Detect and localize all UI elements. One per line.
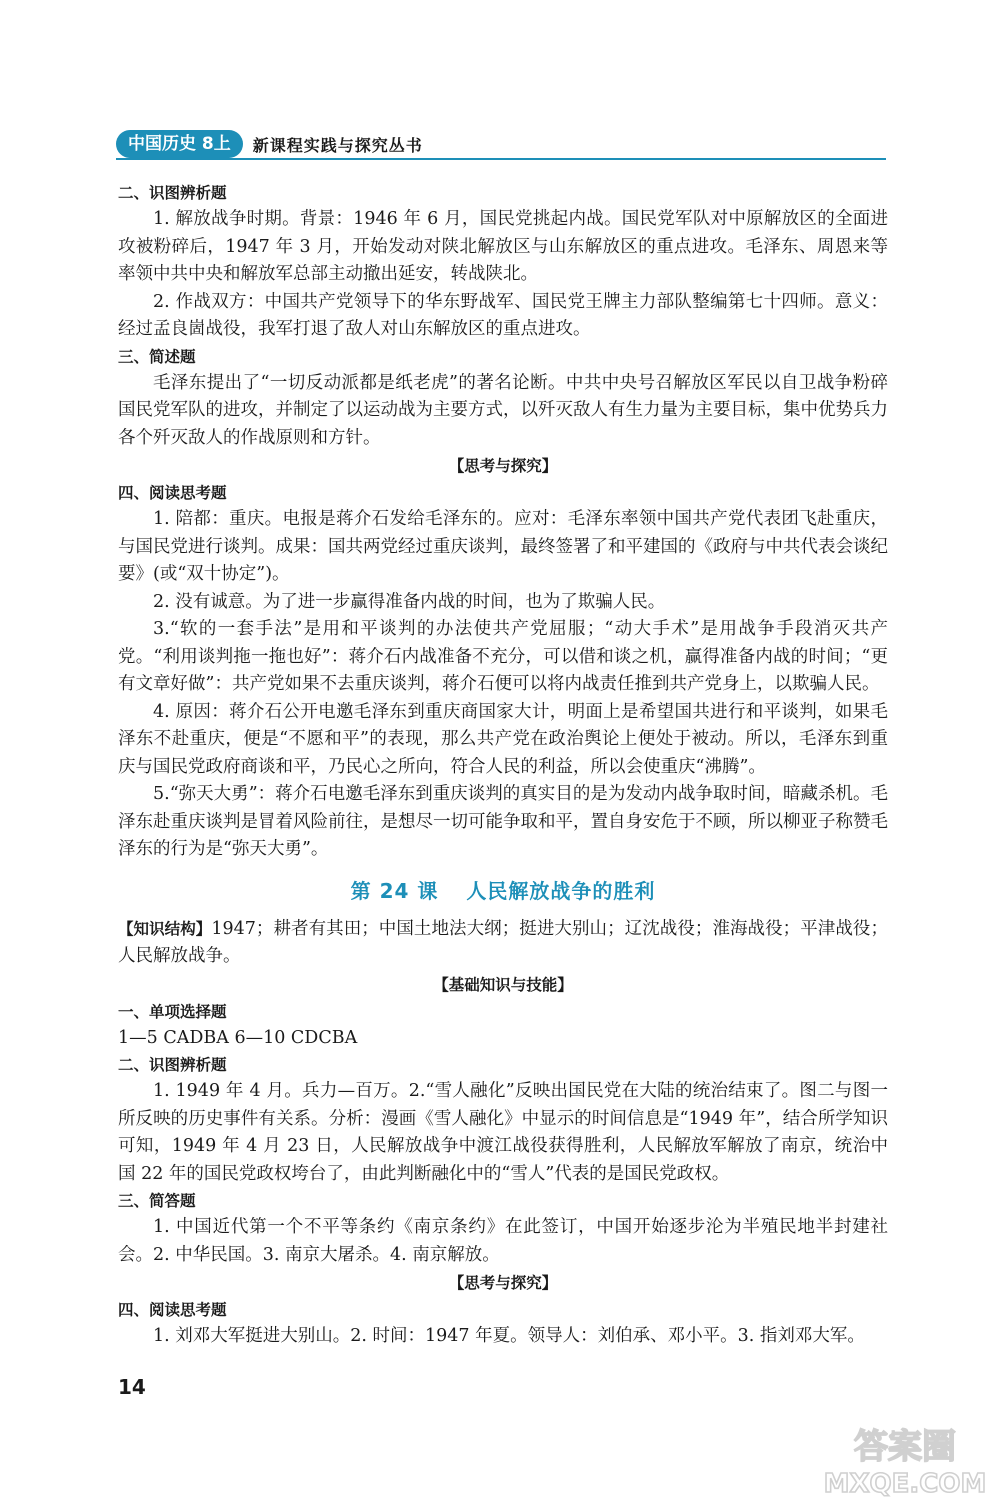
- section-heading: 一、单项选择题: [118, 1002, 227, 1021]
- answer-line: 1—5 CADBA 6—10 CDCBA: [118, 1027, 358, 1048]
- knowledge-structure: [118, 916, 888, 971]
- lesson-number: 第 24 课: [350, 878, 439, 903]
- knowledge-structure-text: 1947；耕者有其田；中国土地法大纲；挺进大别山；辽沈战役；淮海战役；平津战役；人民解放战争。: [118, 918, 888, 966]
- answers-section-lesson-24: [118, 916, 888, 1351]
- answer-paragraph: 1. 1949 年 4 月。兵力—百万。2.“雪人融化”反映出国民党在大陆的统治结束了。图二与图一所反映的历史事件有关系。分析：漫画《雪人融化》中显示的时间信息是“1949 年”，结合所学知识可知，1949 年 4 月 23 日，人民解放战争中渡江战役获得胜利，人民解放军解放了南京，统治中国 22 年的国民党政权垮台了，由此判断融化中的“雪人”代表的是国民党政权。: [118, 1081, 888, 1184]
- book-title-badge: 中国历史 8上: [116, 130, 243, 158]
- subsection-title: 【思考与探究】: [448, 457, 558, 475]
- page-header: [116, 130, 423, 158]
- watermark-line1: 答案圈: [854, 1427, 956, 1467]
- answer-paragraph: 4. 原因：蒋介石公开电邀毛泽东到重庆商国家大计，明面上是希望国共进行和平谈判，如果毛泽东不赴重庆，便是“不愿和平”的表现，那么共产党在政治舆论上便处于被动。所以，毛泽东到重庆与国民党政府商谈和平，乃民心之所向，符合人民的利益，所以会使重庆“沸腾”。: [118, 701, 888, 777]
- page-number: 14: [118, 1375, 146, 1399]
- section-heading: 二、识图辨析题: [118, 1056, 227, 1074]
- watermark-line2: MXQE.COM: [823, 1469, 987, 1499]
- answer-paragraph: 2. 作战双方：中国共产党领导下的华东野战军、国民党王牌主力部队整编第七十四师。意义：经过孟良崮战役，我军打退了敌人对山东解放区的重点进攻。: [118, 291, 888, 339]
- section-heading: 四、阅读思考题: [118, 1301, 227, 1319]
- section-heading: 二、识图辨析题: [118, 184, 227, 202]
- answer-paragraph: 2. 没有诚意。为了进一步赢得准备内战的时间，也为了欺骗人民。: [153, 591, 666, 612]
- answer-paragraph: 1. 刘邓大军挺进大别山。2. 时间：1947 年夏。领导人：刘伯承、邓小平。3. 指刘邓大军。: [153, 1326, 865, 1346]
- answer-paragraph: 3.“软的一套手法”是用和平谈判的办法使共产党屈服；“动大手术”是用战争手段消灭共产党。“利用谈判拖一拖也好”：蒋介石内战准备不充分，可以借和谈之机，赢得准备内战的时间；“更有文章好做”：共产党如果不去重庆谈判，蒋介石便可以将内战责任推到共产党身上，以欺骗人民。: [118, 619, 888, 694]
- section-heading: 四、阅读思考题: [118, 484, 227, 502]
- knowledge-structure-label: 【知识结构】: [118, 919, 212, 938]
- section-heading: 三、简述题: [118, 347, 196, 366]
- subsection-title: 【基础知识与技能】: [433, 975, 573, 994]
- answer-paragraph: 1. 解放战争时期。背景：1946 年 6 月，国民党挑起内战。国民党军队对中原解放区的全面进攻被粉碎后，1947 年 3 月，开始发动对陕北解放区与山东解放区的重点进攻。毛泽东、周恩来等率领中共中央和解放军总部主动撤出延安，转战陕北。: [118, 209, 888, 284]
- watermark-logo: [823, 1420, 987, 1500]
- section-heading: 三、简答题: [118, 1192, 196, 1210]
- series-title: 新课程实践与探究丛书: [252, 135, 423, 155]
- lesson-title: [118, 876, 888, 906]
- subsection-title: 【思考与探究】: [448, 1274, 558, 1292]
- answer-paragraph: 1. 陪都：重庆。电报是蒋介石发给毛泽东的。应对：毛泽东率领中国共产党代表团飞赴重庆，与国民党进行谈判。成果：国共两党经过重庆谈判，最终签署了和平建国的《政府与中共代表会谈纪要》(或“双十协定”)。: [118, 509, 888, 584]
- answer-paragraph: 5.“弥天大勇”：蒋介石电邀毛泽东到重庆谈判的真实目的是为发动内战争取时间，暗藏杀机。毛泽东赴重庆谈判是冒着风险前往，是想尽一切可能争取和平，置自身安危于不顾，所以柳亚子称赞毛泽东的行为是“弥天大勇”。: [118, 784, 888, 859]
- page-content: [118, 180, 888, 1351]
- header-divider: [116, 158, 886, 160]
- answer-paragraph: 毛泽东提出了“一切反动派都是纸老虎”的著名论断。中共中央号召解放区军民以自卫战争粉碎国民党军队的进攻，并制定了以运动战为主要方式，以歼灭敌人有生力量为主要目标，集中优势兵力各个歼灭敌人的作战原则和方针。: [118, 372, 888, 448]
- answers-section-lesson-23: [118, 180, 888, 864]
- lesson-name: 人民解放战争的胜利: [466, 878, 656, 903]
- answer-paragraph: 1. 中国近代第一个不平等条约《南京条约》在此签订，中国开始逐步沦为半殖民地半封建社会。2. 中华民国。3. 南京大屠杀。4. 南京解放。: [118, 1217, 888, 1265]
